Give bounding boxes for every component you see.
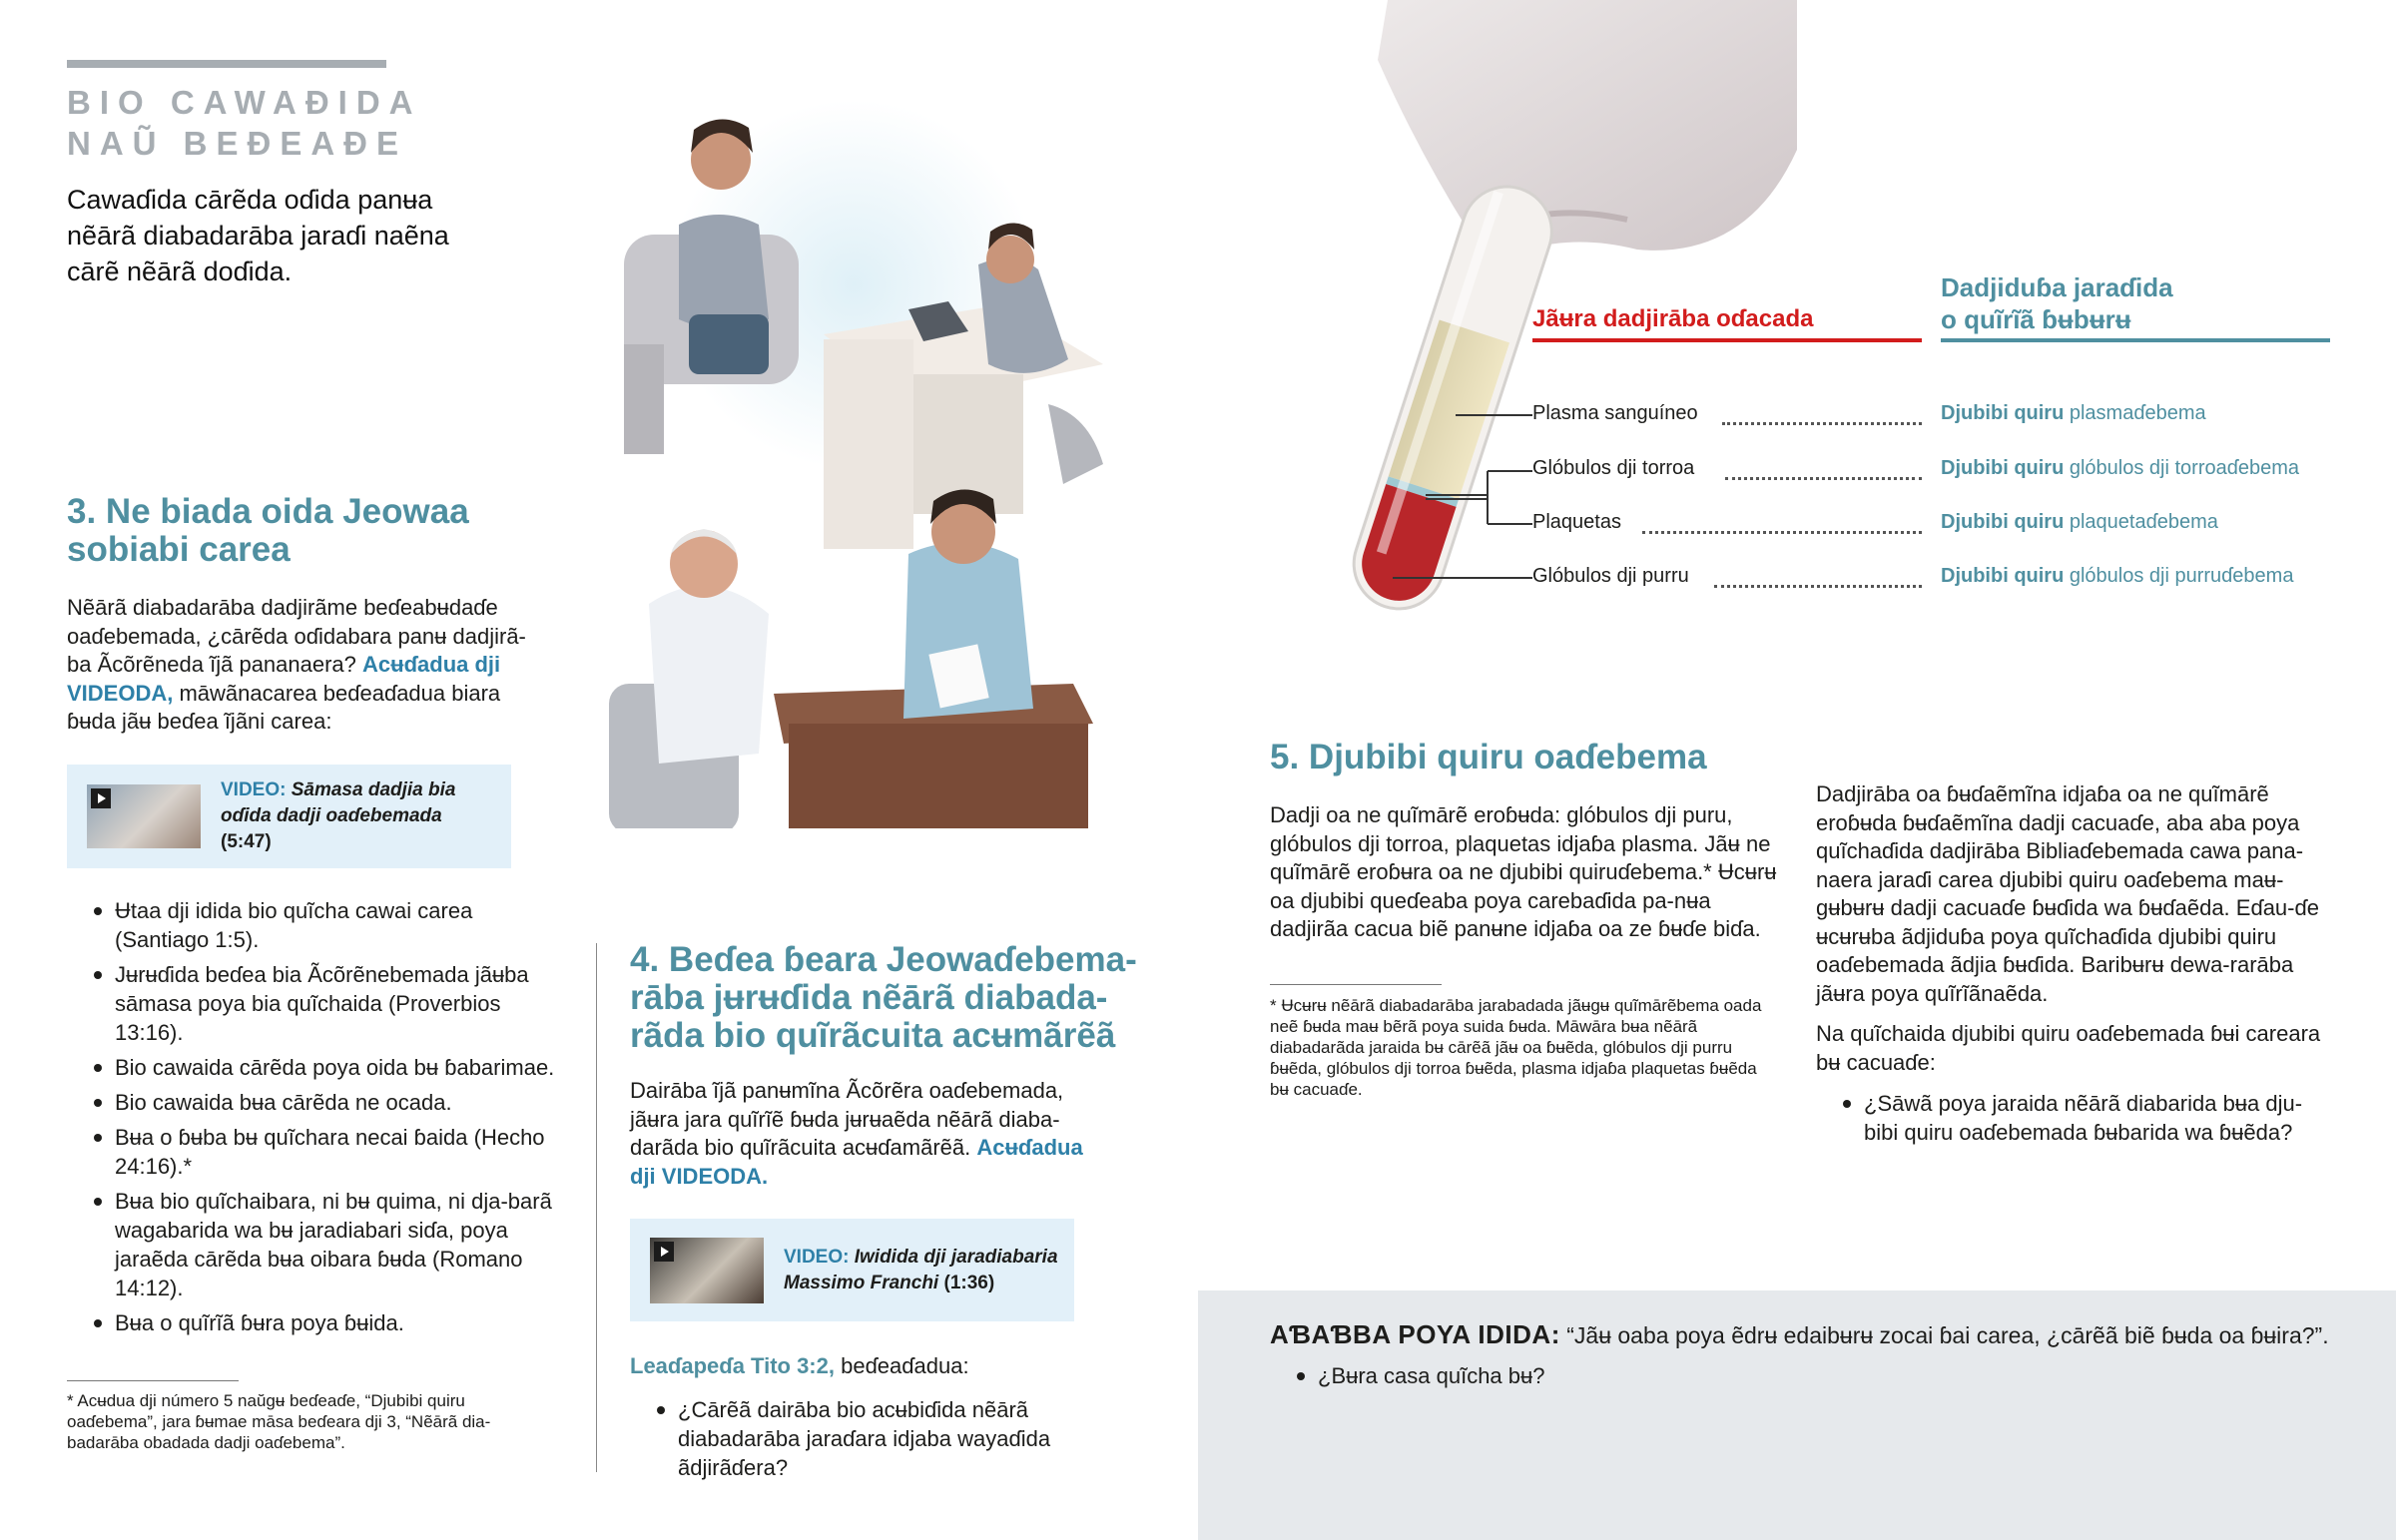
kicker-line-1: BIO CAWAƉIDA (67, 84, 422, 121)
section-4-bullets (630, 1395, 1119, 1488)
video-title: Iwidida dji jaradiabaria Massimo Franchi (784, 1246, 1058, 1293)
fraction-strong: Djubibi quiru (1941, 402, 2065, 424)
dot-leader (1725, 477, 1922, 480)
section-5-title: 5. Djubibi quiru oaɗebema (1270, 738, 1707, 776)
play-icon[interactable] (91, 788, 111, 808)
column-divider (596, 943, 597, 1472)
footnote-rule-2 (1270, 984, 1442, 985)
read-scripture-line (630, 1352, 1129, 1381)
review-prompt (1270, 1319, 2368, 1350)
fraction-strong: Djubibi quiru (1941, 511, 2065, 533)
list-item: Bio cawaida cārẽda poya oida bʉ ɓabarimae. (67, 1053, 566, 1082)
video-card-2[interactable] (630, 1219, 1074, 1321)
kicker-heading (67, 82, 422, 164)
review-label: AƁAƁBA POYA IDIDA: (1270, 1319, 1560, 1349)
video-card-1-text (221, 777, 460, 855)
section-4-paragraph-text: Dairāba ĩjã panʉmĩna Ãcõrẽra oaɗebemada, jãʉra jara quĩrĩẽ ɓʉda jʉrʉaẽda nẽārã diaba-darãda bio quĩrãcuita acʉɗamãrẽã. (630, 1078, 1064, 1160)
section-3-paragraph-a: Nẽārã diabadarāba dadjirãme beɗeabʉdaɗe oaɗebemada, ¿cārẽda oɗidabara panʉ dadjirã-ba Ãcõrẽneda ĩjã pananaera? (67, 595, 526, 677)
list-item: ¿Bʉra casa quĩcha bʉ? (1270, 1361, 2168, 1390)
component-label: Glóbulos dji purru (1532, 565, 1689, 587)
video-label: VIDEO: (221, 779, 287, 800)
chart-left-header: Jãʉra dadjirāba oɗacada (1532, 305, 1814, 332)
list-item: Ʉtaa dji idida bio quĩcha cawai carea (Santiago 1:5). (67, 896, 566, 954)
section-3-paragraph-b: māwãnacarea beɗeaɗadua biara ɓʉda jãʉ beɗea ĩjãni carea: (67, 680, 501, 734)
section-4-title-line-2: rāba jʉrʉɗida nẽārã diabada- (630, 978, 1108, 1017)
section-4 (630, 941, 1149, 1191)
list-item: Bio cawaida bʉa cārẽda ne ocada. (67, 1088, 566, 1117)
list-item: Bʉa o quĩrĩã ɓʉra poya ɓʉida. (67, 1308, 566, 1337)
review-question: “Jãʉ oaba poya ẽdrʉ edaibʉrʉ zocai ɓai carea, ¿cārẽã biẽ ɓʉda oa ɓʉira?”. (1559, 1322, 2329, 1348)
fraction-label (1941, 511, 2218, 534)
video-card-2-text (784, 1245, 1063, 1296)
section-5-column-1: Dadji oa ne quĩmārẽ eroɓʉda: glóbulos dji puru, glóbulos dji torroa, plaquetas idjaɓa plasma. Jãʉ ne quĩmārẽ eroɓʉra oa ne djubibi quiruɗebema.* Ʉcʉrʉ oa djubibi queɗeaba poya carebaɗida pa-nʉa dadjirãa cacua biẽ panʉne idjaɓa oa ze ɓʉɗe biɗa. (1270, 802, 1777, 941)
chart-right-header-line-1: Dadjiduɓa jaraɗida (1941, 272, 2173, 302)
fraction-label (1941, 457, 2299, 480)
video-duration: (5:47) (221, 831, 272, 852)
section-3-title-line-1: 3. Ne biada oida Jeowaa (67, 492, 469, 531)
section-3-bullets (67, 896, 566, 1343)
video-title: Sāmasa dadjia bia oɗida dadji oaɗebemada (221, 779, 456, 826)
list-item: Jʉrʉɗida beɗea bia Ãcõrẽnebemada jãʉba sāmasa poya bia quĩchaida (Proverbios 13:16). (67, 960, 566, 1047)
chart-left-rule (1532, 338, 1922, 342)
table-row (1532, 511, 2331, 541)
section-4-title (630, 941, 1149, 1055)
dot-leader (1642, 531, 1922, 534)
list-item: Bʉa bio quĩchaibara, ni bʉ quima, ni dja-barã wagabarida wa bʉ jaradiabari siɗa, poya jaraẽda cārẽda bʉa oibara ɓʉda (Romano 14:12). (67, 1187, 566, 1302)
fraction-label (1941, 565, 2293, 588)
counseling-illustration (609, 85, 1128, 828)
section-4-title-line-3: rãda bio quĩrãcuita acʉmãrẽã (630, 1016, 1116, 1055)
table-row (1532, 457, 2331, 487)
review-bullets (1270, 1361, 2168, 1396)
fraction-rest: plaquetaɗebema (2064, 511, 2218, 533)
section-3-title-line-2: sobiabi carea (67, 530, 291, 569)
section-5-footnote: * Ʉcʉrʉ nẽārã diabadarāba jarabadada jãʉgʉ quĩmārẽbema oada neẽ ɓʉda maʉ bẽrã poya suida ɓʉda. Māwāra bʉa nẽārã diabadarãda jaraida bʉ cārẽã jãʉ oa ɓʉẽda, glóbulos dji purru ɓʉẽda, glóbulos dji torroa ɓʉẽda, plasma idjaɓa plaquetas ɓʉẽda bʉ cacuaɗe. (1270, 996, 1762, 1099)
section-3-footnote: * Acʉdua dji número 5 naŭgʉ beɗeaɗe, “Djubibi quiru oaɗebema”, jara ɓʉmae māsa beɗeara dji 3, “Nẽārã dia-badarāba obadada dadji oaɗebema”. (67, 1391, 491, 1452)
section-4-title-line-1: 4. Beɗea ɓeara Jeowaɗebema- (630, 940, 1137, 979)
scripture-link[interactable]: Leaɗapeɗa Tito 3:2, (630, 1353, 835, 1378)
dot-leader (1714, 585, 1922, 588)
video-card-1[interactable] (67, 765, 511, 868)
chart-right-header (1941, 271, 2173, 335)
read-scripture-rest: beɗeaɗadua: (834, 1353, 969, 1378)
section-5-bullets (1816, 1089, 2335, 1147)
fraction-label (1941, 402, 2206, 425)
chart-right-rule (1941, 338, 2330, 342)
fraction-rest: glóbulos dji purruɗebema (2064, 565, 2294, 587)
watch-video-link[interactable]: Acʉɗadua dji VIDEODA, (67, 652, 501, 706)
table-row (1532, 402, 2331, 432)
section-5-column-2-paragraph-1: Dadjirāba oa ɓʉɗaẽmĩna idjaɓa oa ne quĩmārẽ eroɓʉda ɓʉɗaẽmĩna dadji cacuaɗe, aba aba poya quĩchaɗida dadjirāba Bibliaɗebemada cawa pana-naera jaraɗi carea djubibi quiru oaɗebema maʉ-gʉbʉrʉ dadji cacuaɗe ɓʉɗida wa ɓʉɗaẽda. Eɗau-ɗe ʉcʉrʉba ãdjiduɓa poya quĩchaɗida djubibi quiru oaɗebemada ãdjia ɓʉɗida. Baribʉrʉ dewa-rarāba jãʉra poya quĩrĩãnaẽda. (1816, 781, 2319, 1006)
list-item: ¿Cārẽã dairāba bio acʉbiɗida nẽārã diabadarāba jaraɗara idjaba wayaɗida ãdjirãɗera? (630, 1395, 1119, 1482)
component-label: Plaquetas (1532, 511, 1621, 533)
table-row (1532, 565, 2331, 595)
kicker-line-2: NAŨ BEƉEAƉE (67, 125, 408, 162)
component-label: Glóbulos dji torroa (1532, 457, 1695, 479)
list-item: Bʉa o ɓʉba bʉ quĩchara necai ɓaida (Hecho 24:16).* (67, 1123, 566, 1181)
section-3 (67, 493, 546, 737)
intro-text: Cawaɗida cārẽda oɗida panʉa nẽārã diabadarāba jaraɗi naẽna cārẽ nẽārã doɗida. (67, 185, 449, 286)
watch-video-link-2[interactable]: Acʉɗadua dji VIDEODA. (630, 1135, 1083, 1189)
dot-leader (1722, 422, 1922, 425)
section-5-column-2-paragraph-2: Na quĩchaida djubibi quiru oaɗebemada ɓʉi careara bʉ cacuaɗe: (1816, 1021, 2321, 1075)
chart-right-header-line-2: o quĩrĩã ɓʉbʉrʉ (1941, 304, 2131, 334)
video-thumbnail-1[interactable] (87, 784, 201, 848)
video-thumbnail-2[interactable] (650, 1238, 764, 1303)
video-duration: (1:36) (943, 1272, 995, 1293)
fraction-rest: plasmaɗebema (2064, 402, 2206, 424)
play-icon[interactable] (654, 1242, 674, 1262)
component-label: Plasma sanguíneo (1532, 402, 1698, 424)
section-4-paragraph (630, 1077, 1099, 1191)
fraction-rest: glóbulos dji torroaɗebema (2064, 457, 2300, 479)
fraction-strong: Djubibi quiru (1941, 565, 2065, 587)
section-3-paragraph (67, 594, 546, 737)
kicker-rule (67, 60, 386, 68)
list-item: ¿Sāwã poya jaraida nẽārã diabarida bʉa dju-bibi quiru oaɗebemada ɓʉbarida wa ɓʉẽda? (1816, 1089, 2335, 1147)
video-label: VIDEO: (784, 1246, 850, 1268)
fraction-strong: Djubibi quiru (1941, 457, 2065, 479)
section-3-title (67, 493, 546, 569)
footnote-rule (67, 1380, 239, 1381)
section-5-column-2 (1816, 780, 2335, 1153)
